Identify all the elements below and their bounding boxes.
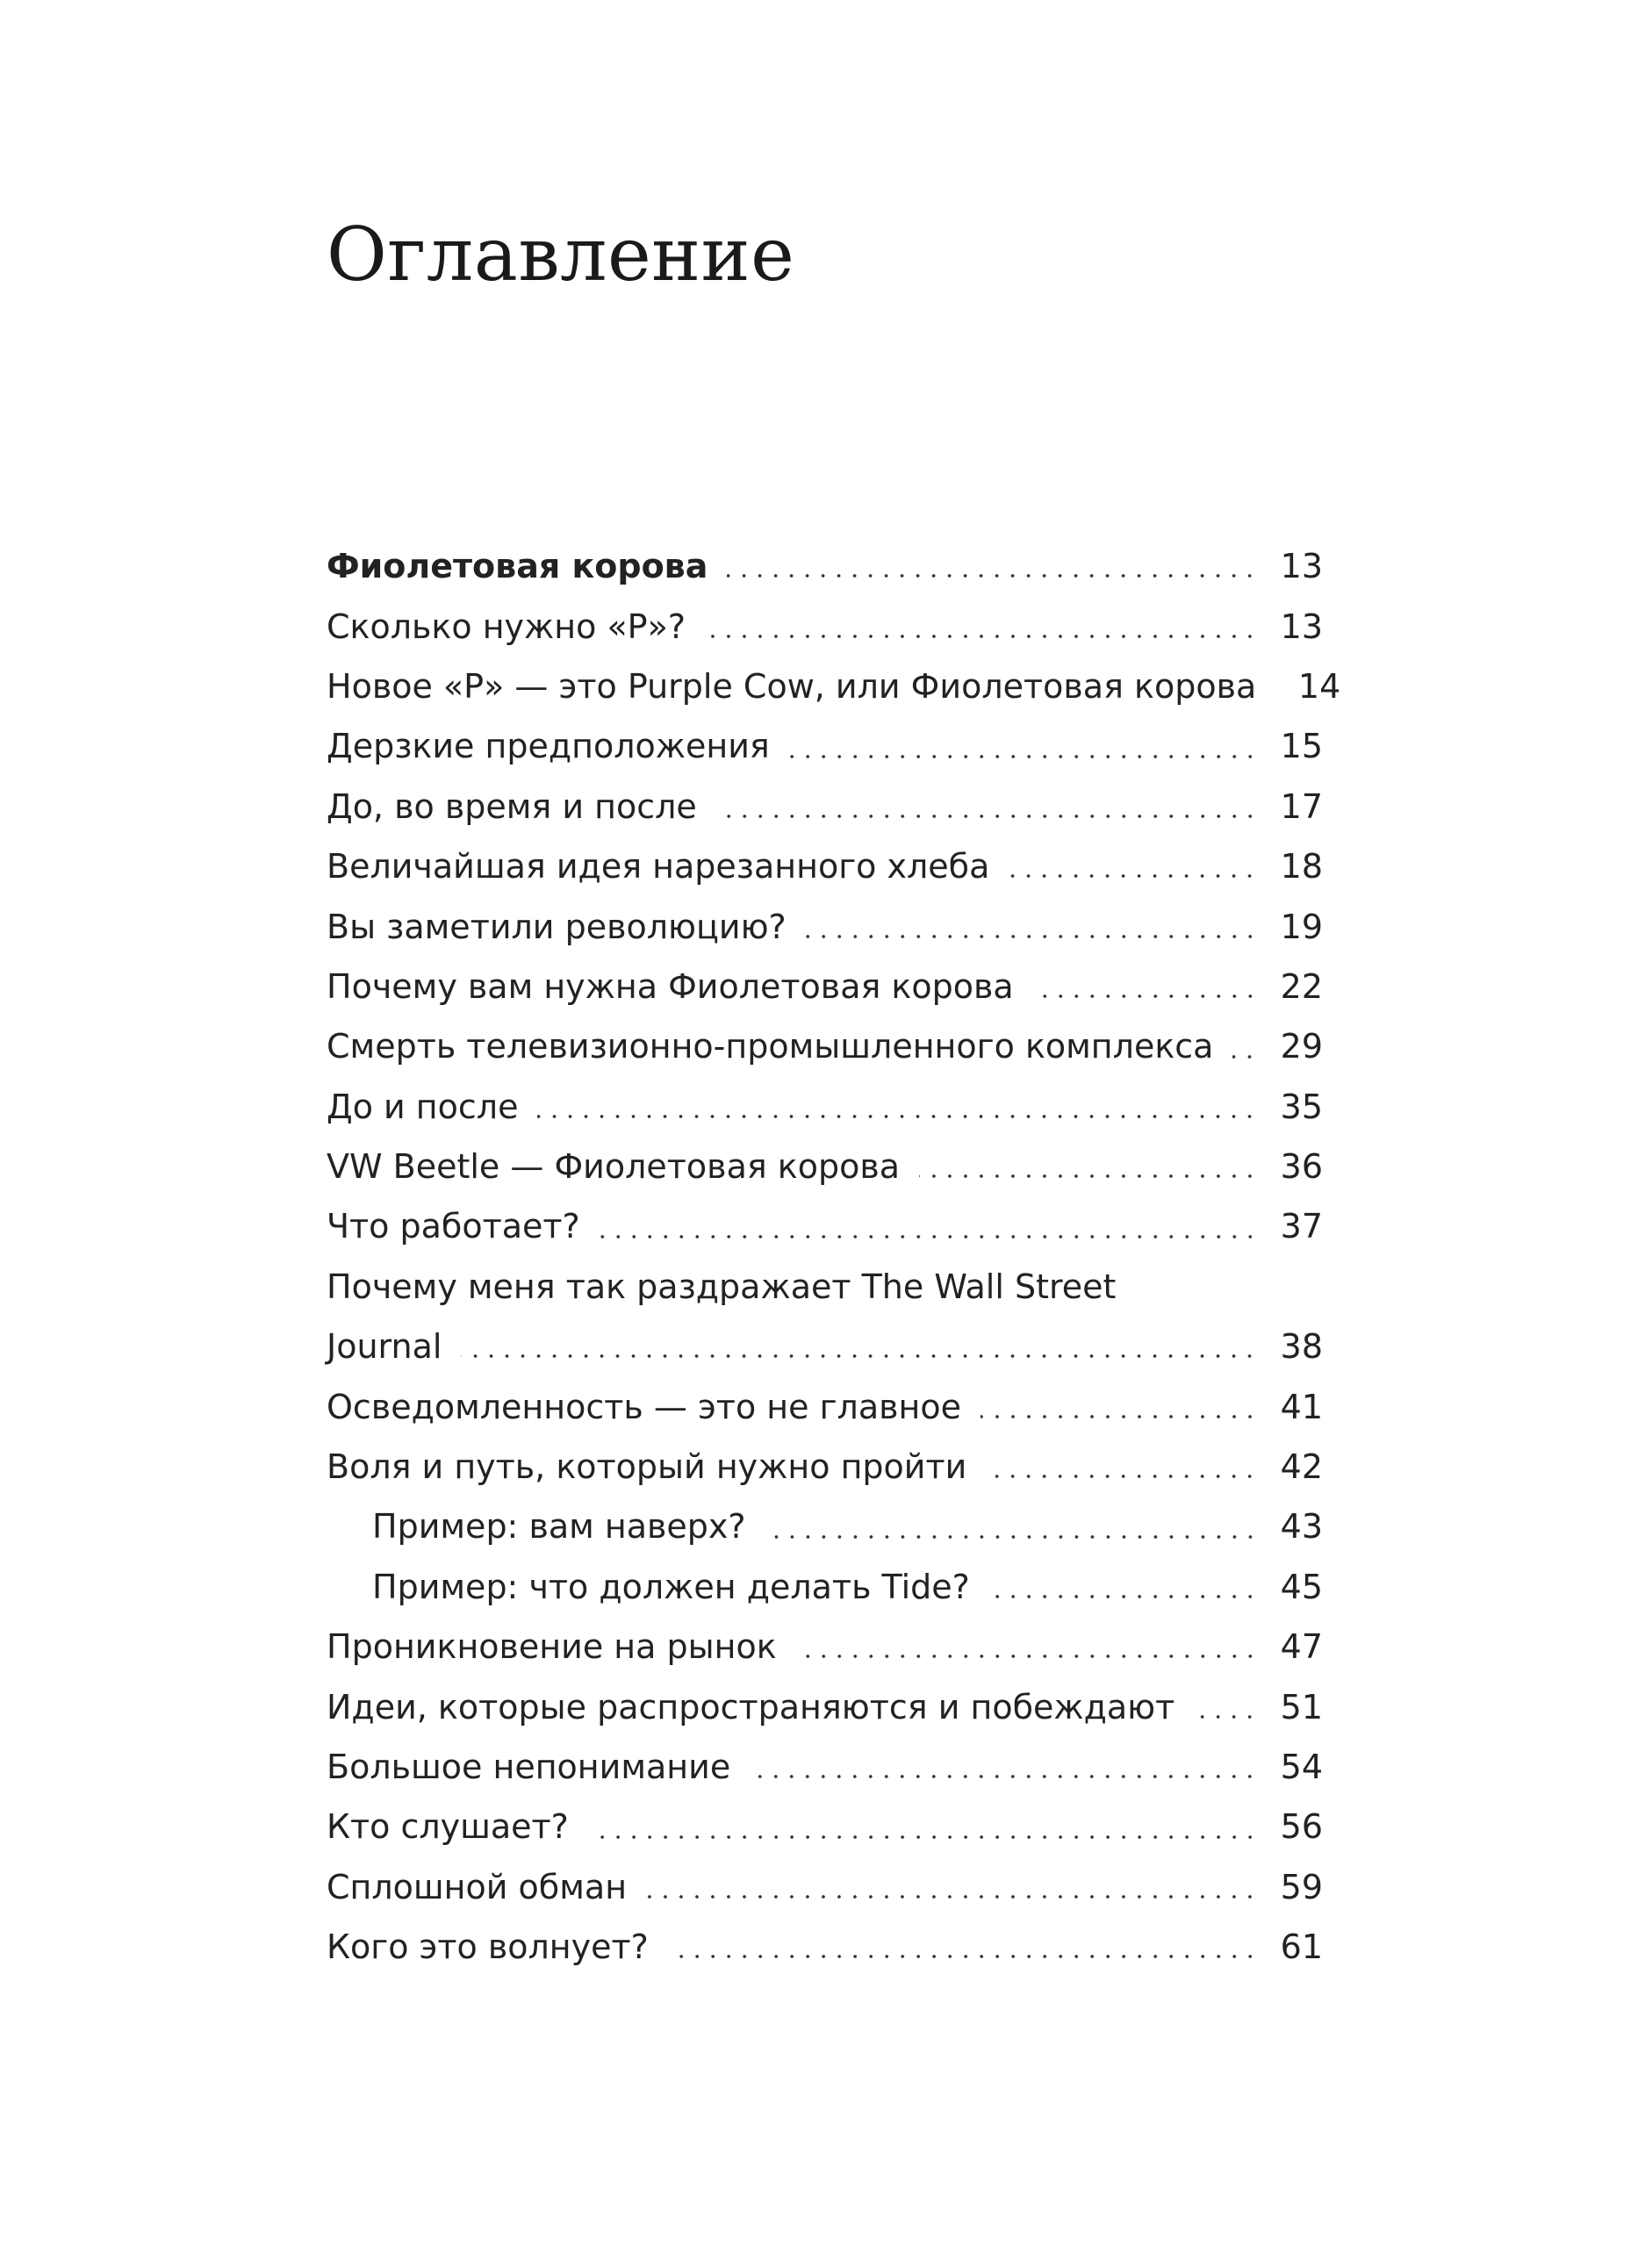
toc-entry-page: 13 bbox=[1280, 547, 1323, 586]
toc-dot-leader bbox=[1009, 873, 1258, 879]
toc-entry-title: Проникновение на рынок bbox=[327, 1627, 777, 1667]
toc-dot-leader bbox=[789, 754, 1258, 759]
toc-entry-page: 47 bbox=[1280, 1627, 1323, 1667]
toc-entry-title: Величайшая идея нарезанного хлеба bbox=[327, 847, 990, 887]
toc-entry[interactable] bbox=[327, 1137, 1323, 1196]
toc-entry-page: 15 bbox=[1280, 727, 1323, 766]
toc-entry-page: 45 bbox=[1280, 1567, 1323, 1606]
toc-entry-title: До и после bbox=[327, 1087, 519, 1126]
toc-dot-leader bbox=[646, 1894, 1258, 1899]
toc-dot-leader bbox=[716, 814, 1258, 819]
toc-entry-title: Сколько нужно «Р»? bbox=[327, 607, 686, 646]
toc-dot-leader bbox=[980, 1414, 1258, 1419]
toc-entry-page: 17 bbox=[1280, 786, 1323, 826]
toc-entry-page: 38 bbox=[1280, 1327, 1323, 1367]
toc-entry-page: 19 bbox=[1280, 907, 1323, 946]
toc-entry-page: 61 bbox=[1280, 1928, 1323, 1967]
toc-dot-leader bbox=[537, 1114, 1258, 1119]
toc-entry[interactable] bbox=[327, 1016, 1323, 1076]
toc-dot-leader bbox=[796, 1654, 1258, 1659]
toc-entry-title: Пример: что должен делать Tide? bbox=[372, 1567, 970, 1606]
toc-entry-page: 41 bbox=[1280, 1387, 1323, 1426]
toc-entry-title: Кого это волнует? bbox=[327, 1928, 649, 1967]
toc-entry-page: 22 bbox=[1280, 966, 1323, 1006]
toc-dot-leader bbox=[668, 1954, 1258, 1959]
toc-dot-leader bbox=[705, 634, 1258, 639]
toc-dot-leader bbox=[986, 1474, 1258, 1479]
toc-subentry[interactable] bbox=[327, 1497, 1323, 1556]
toc-entry[interactable] bbox=[327, 1737, 1323, 1797]
toc-entry-title: Большое непонимание bbox=[327, 1748, 731, 1786]
toc-entry-page: 56 bbox=[1280, 1807, 1323, 1847]
toc-entry-title: Осведомленность — это не главное bbox=[327, 1387, 961, 1426]
toc-entry-page: 42 bbox=[1280, 1447, 1323, 1487]
toc-dot-leader bbox=[1194, 1714, 1258, 1719]
toc-dot-leader bbox=[461, 1353, 1258, 1359]
toc-entry[interactable] bbox=[327, 657, 1341, 716]
toc-dot-leader bbox=[727, 573, 1258, 578]
toc-entry[interactable] bbox=[327, 716, 1323, 776]
toc-entry-title: Journal bbox=[327, 1327, 442, 1367]
toc-entry[interactable] bbox=[327, 1857, 1323, 1917]
toc-dot-leader bbox=[750, 1774, 1258, 1779]
toc-entry[interactable] bbox=[327, 836, 1323, 896]
toc-entry[interactable] bbox=[327, 1617, 1323, 1676]
toc-entry-page: 36 bbox=[1280, 1147, 1323, 1187]
page-title: Оглавление bbox=[327, 212, 795, 298]
toc-entry-page: 51 bbox=[1280, 1687, 1323, 1727]
toc-entry-title: Кто слушает? bbox=[327, 1807, 569, 1847]
toc-entry-page: 35 bbox=[1280, 1087, 1323, 1126]
toc-dot-leader bbox=[765, 1534, 1258, 1540]
toc-entry-page: 43 bbox=[1280, 1507, 1323, 1547]
toc-entry-page: 18 bbox=[1280, 847, 1323, 887]
toc-entry-page: 14 bbox=[1297, 666, 1341, 706]
toc-entry-title: VW Beetle — Фиолетовая корова bbox=[327, 1147, 901, 1187]
toc-entry-page: 29 bbox=[1280, 1027, 1323, 1066]
toc-entry-title: Вы заметили революцию? bbox=[327, 907, 786, 946]
toc-entry-title: Сплошной обман bbox=[327, 1867, 628, 1906]
toc-entry-title: Пример: вам наверх? bbox=[372, 1507, 746, 1547]
toc-entry-title: Фиолетовая корова bbox=[327, 547, 708, 586]
toc-entry-title: Смерть телевизионно-промышленного комплекса bbox=[327, 1027, 1214, 1066]
toc-entry[interactable] bbox=[327, 1317, 1323, 1376]
toc-entry[interactable] bbox=[327, 596, 1323, 656]
toc-dot-leader bbox=[1232, 1054, 1258, 1059]
toc-dot-leader bbox=[588, 1834, 1258, 1840]
toc-dot-leader bbox=[989, 1594, 1258, 1599]
toc-entry-title: Что работает? bbox=[327, 1207, 580, 1246]
toc-entry[interactable] bbox=[327, 1917, 1323, 1977]
toc-entry[interactable] bbox=[327, 957, 1323, 1016]
toc-dot-leader bbox=[600, 1234, 1258, 1239]
toc-entry-page: 13 bbox=[1280, 607, 1323, 646]
toc-entry[interactable] bbox=[327, 777, 1323, 836]
toc-entry[interactable] bbox=[327, 1077, 1323, 1137]
toc-entry-title: Почему меня так раздражает The Wall Street bbox=[327, 1267, 1117, 1306]
toc-entry[interactable] bbox=[327, 1196, 1323, 1256]
toc-entry-page: 59 bbox=[1280, 1867, 1323, 1906]
toc-dot-leader bbox=[806, 934, 1258, 939]
toc-subentry[interactable] bbox=[327, 1557, 1323, 1617]
toc-entry-page: 37 bbox=[1280, 1207, 1323, 1246]
toc-entry-page: 54 bbox=[1280, 1748, 1323, 1786]
toc-entry-title: Идеи, которые распространяются и побеждают bbox=[327, 1687, 1175, 1727]
toc-entry[interactable] bbox=[327, 1376, 1323, 1436]
toc-entry[interactable] bbox=[327, 1676, 1323, 1736]
toc-entry[interactable] bbox=[327, 1797, 1323, 1856]
toc-entry-title: Воля и путь, который нужно пройти bbox=[327, 1447, 967, 1487]
toc-entry[interactable] bbox=[327, 896, 1323, 956]
toc-dot-leader bbox=[919, 1174, 1258, 1179]
toc-dot-leader bbox=[1033, 994, 1258, 999]
toc-entry-title: Дерзкие предположения bbox=[327, 727, 770, 766]
toc-entry-title: До, во время и после bbox=[327, 786, 697, 826]
toc-entry[interactable] bbox=[327, 536, 1323, 596]
toc-entry-title: Новое «Р» — это Purple Cow, или Фиолетовая корова bbox=[327, 666, 1257, 706]
toc-entry[interactable] bbox=[327, 1437, 1323, 1497]
toc-entry-first-line[interactable] bbox=[327, 1257, 1323, 1317]
toc-entry-title: Почему вам нужна Фиолетовая корова bbox=[327, 966, 1014, 1006]
table-of-contents bbox=[327, 536, 1341, 1977]
